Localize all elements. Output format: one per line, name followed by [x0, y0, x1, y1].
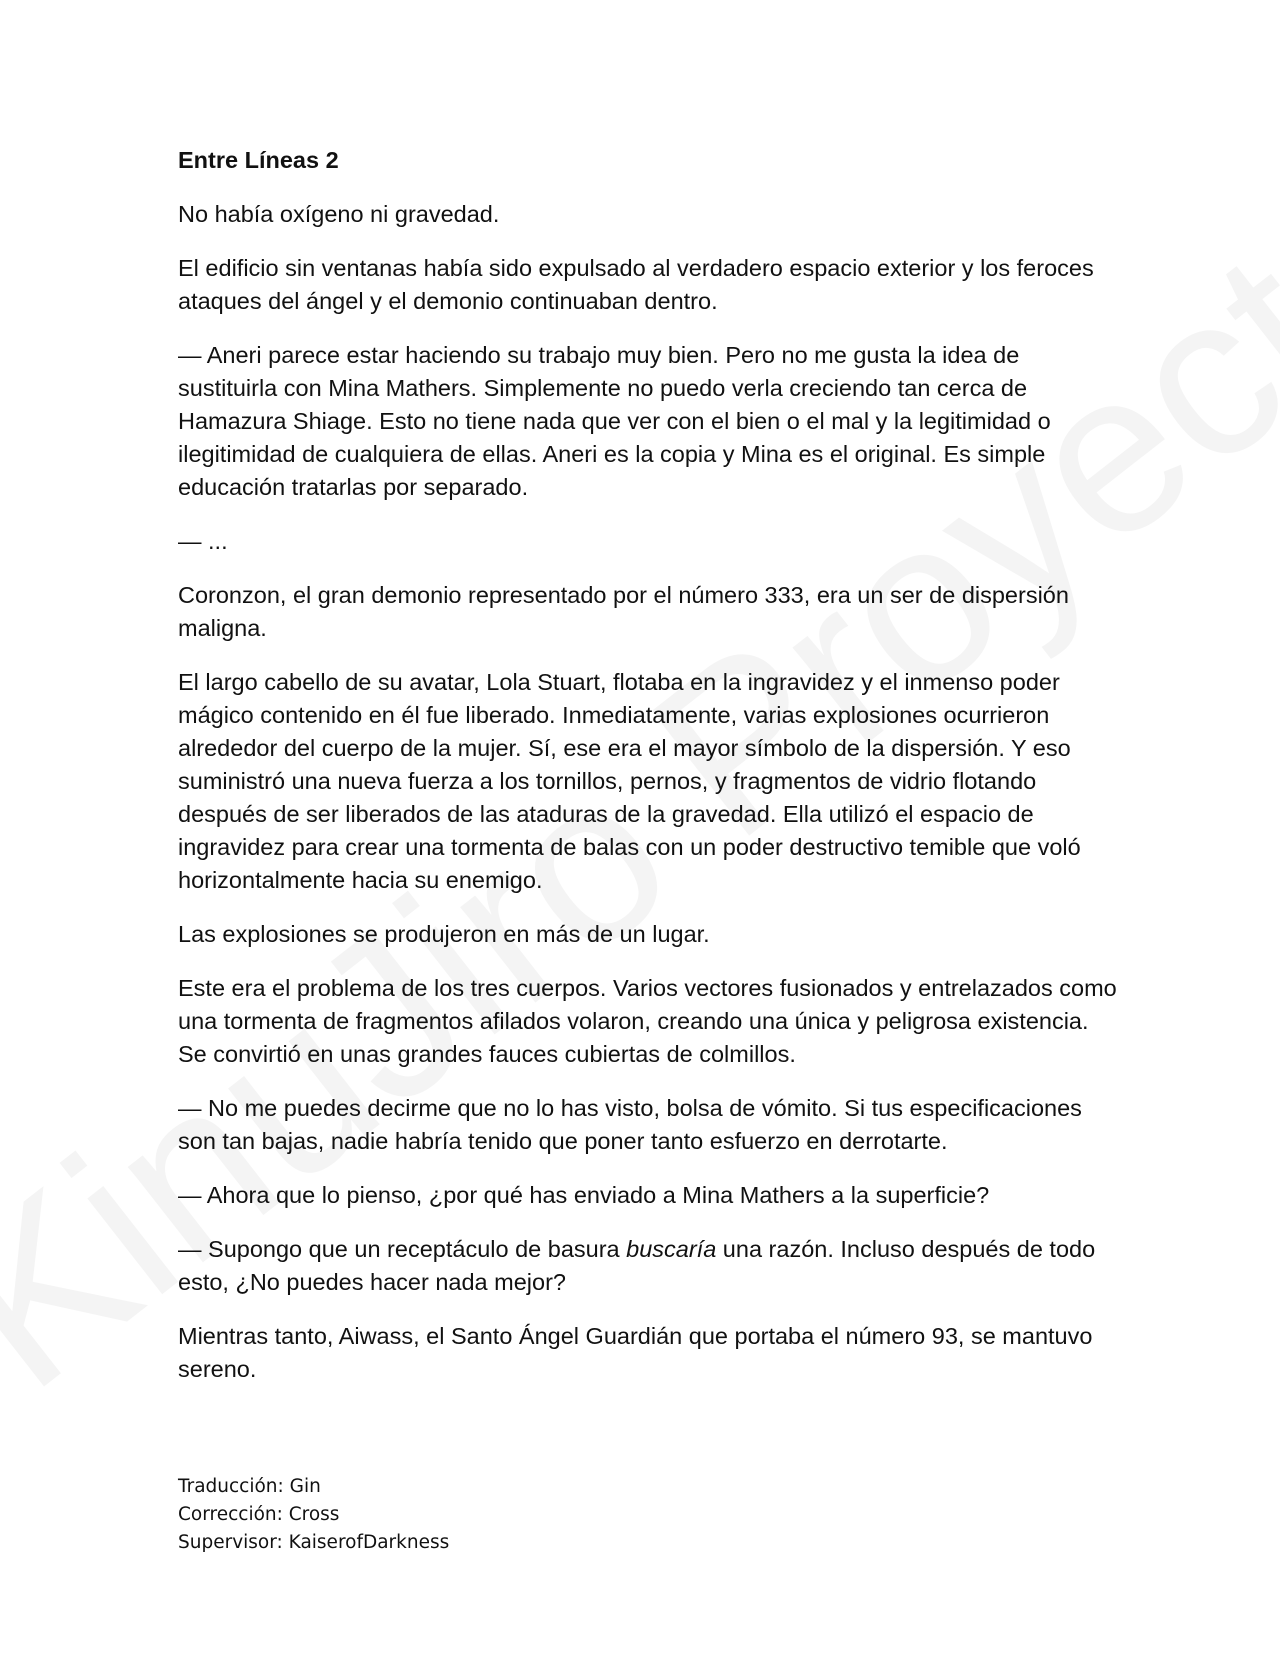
credit-correction: Corrección: Cross [178, 1504, 340, 1525]
credit-supervisor: Supervisor: KaiserofDarkness [178, 1532, 450, 1553]
paragraph-text-before: — Supongo que un receptáculo de basura [178, 1236, 627, 1262]
paragraph: Las explosiones se produjeron en más de un lugar. [178, 921, 710, 947]
paragraph-with-italic [178, 1233, 1118, 1299]
paragraph: — No me puedes decirme que no lo has visto, bolsa de vómito. Si tus especificaciones son tan bajas, nadie habría tenido que poner tanto esfuerzo en derrotarte. [178, 1095, 1082, 1154]
paragraph: — Ahora que lo pienso, ¿por qué has enviado a Mina Mathers a la superficie? [178, 1182, 990, 1208]
paragraph: El edificio sin ventanas había sido expulsado al verdadero espacio exterior y los feroces ataques del ángel y el demonio continuaban dentro. [178, 255, 1094, 314]
document-body [178, 144, 1118, 1392]
credits-block [178, 1473, 449, 1557]
credit-translation: Traducción: Gin [178, 1476, 321, 1497]
paragraph: — Aneri parece estar haciendo su trabajo muy bien. Pero no me gusta la idea de sustituirla con Mina Mathers. Simplemente no puedo verla creciendo tan cerca de Hamazura Shiage. Esto no tiene nada que ver con el bien o el mal y la legitimidad o ilegitimidad de cualquiera de ellas. Aneri es la copia y Mina es el original. Es simple educación tratarlas por separado. [178, 342, 1051, 500]
paragraph: Este era el problema de los tres cuerpos. Varios vectores fusionados y entrelazados como una tormenta de fragmentos afilados volaron, creando una única y peligrosa existencia. Se convirtió en unas grandes fauces cubiertas de colmillos. [178, 975, 1117, 1067]
italic-emphasis: buscaría [626, 1236, 717, 1262]
document-title: Entre Líneas 2 [178, 147, 339, 173]
paragraph: Coronzon, el gran demonio representado por el número 333, era un ser de dispersión maligna. [178, 582, 1069, 641]
paragraph: No había oxígeno ni gravedad. [178, 201, 500, 227]
paragraph: Mientras tanto, Aiwass, el Santo Ángel Guardián que portaba el número 93, se mantuvo sereno. [178, 1323, 1093, 1382]
paragraph: — ... [178, 528, 228, 554]
paragraph-text-after: una razón. Incluso después de todo esto, ¿No puedes hacer nada mejor? [178, 1236, 1096, 1295]
paragraph: El largo cabello de su avatar, Lola Stuart, flotaba en la ingravidez y el inmenso poder mágico contenido en él fue liberado. Inmediatamente, varias explosiones ocurrieron alrededor del cuerpo de la mujer. Sí, ese era el mayor símbolo de la dispersión. Y eso suministró una nueva fuerza a los tornillos, pernos, y fragmentos de vidrio flotando después de ser liberados de las ataduras de la gravedad. Ella utilizó el espacio de ingravidez para crear una tormenta de balas con un poder destructivo temible que voló horizontalmente hacia su enemigo. [178, 669, 1081, 893]
